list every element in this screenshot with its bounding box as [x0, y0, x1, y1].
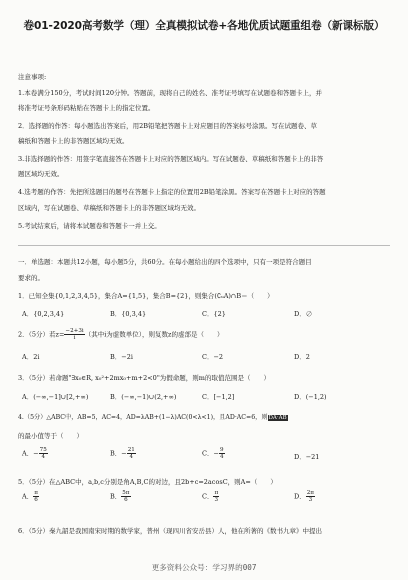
q1-option-b: B．{0,3,4} — [110, 310, 147, 318]
section-heading-cont: 要求的。 — [18, 274, 44, 282]
q5-c-num: π — [214, 490, 219, 496]
q4-b-num: 21 — [127, 447, 135, 453]
notice-line: 4.选考题的作答：先把所选题目的题号在答题卡上指定的位置用2B铅笔涂黑。答案写在答题卡上对应的答题 — [18, 188, 326, 196]
notice-line: 1.本卷满分150分，考试时间120分钟。答题前，现将自己的姓名、准考证号填写在试题卷和答题卡上，并 — [18, 89, 323, 97]
q2-denominator: i — [73, 335, 76, 342]
q1-option-c: C．{2} — [202, 310, 226, 318]
q1-option-d: D．∅ — [294, 310, 313, 318]
notice-line: 2．选择题的作答：每小题选出答案后，用2B铅笔把答题卡上对应题目的答案标号涂黑。写在试题卷、草 — [18, 122, 318, 130]
notice-line: 区域内，写在试题卷、草稿纸和答题卡上的非答题区域均无效。 — [18, 204, 200, 212]
q4-b-sign: − — [121, 449, 127, 458]
q4-option-d: D．−21 — [294, 453, 320, 461]
q4-option-a: A．− $\frac{75}{4}$ — [22, 447, 47, 461]
q5-option-a: A． $\frac{\pi}{6}$ — [22, 490, 38, 504]
q2-stem-pre: 2．（5分）若z= — [18, 330, 65, 339]
q5-option-b: B． $\frac{5\pi}{6}$ — [110, 490, 130, 504]
question-2-stem — [18, 328, 223, 341]
q5-a-num: π — [34, 490, 38, 496]
q5-option-c: C． $\frac{\pi}{3}$ — [202, 490, 219, 504]
q2-option-b: B．−2i — [110, 353, 133, 361]
q2-numerator: −2+3i — [65, 328, 84, 334]
q4-c-den: 4 — [219, 454, 224, 461]
question-5-stem: 5．（5分）在△ABC中，a,b,c分别是角A,B,C的对边，且2b+c=2acosC，则A=（ ） — [18, 478, 277, 486]
q2-option-d: D．2 — [294, 353, 310, 361]
question-4-stem: 4.（5分）△ABC中，AB=5，AC=4，AD=λAB+(1−λ)AC(0<λ<1)，且AD·AC=6，则DA·AB — [18, 414, 287, 421]
notice-heading: 注意事项: — [18, 73, 47, 81]
q3-option-d: D．(−1,2) — [294, 393, 327, 401]
q4-c-sign: − — [213, 449, 219, 458]
q4-b-den: 4 — [129, 454, 134, 461]
q5-b-num: 5π — [122, 490, 130, 496]
q3-option-b: B．(−∞,−1)∪(2,+∞) — [110, 393, 177, 401]
q5-a-fraction — [33, 490, 39, 503]
q2-option-a: A．2i — [22, 353, 40, 361]
question-3-stem: 3．（5分）若命题"∃x₀∈R, x₀²+2mx₀+m+2<0"为假命题，则m的取值范围是（ ） — [18, 374, 270, 382]
q4-option-b: B．− $\frac{21}{4}$ — [110, 447, 135, 461]
q5-d-den: 3 — [308, 497, 313, 504]
q4-option-c: C．− $\frac{9}{4}$ — [202, 447, 224, 461]
question-6-stem: 6．（5分）秦九韶是我国南宋时期的数学家，普州（现四川省安岳县）人，他在所著的《数书九章》中提出 — [18, 527, 323, 535]
notice-line: 稿纸和答题卡上的非答题区域均无效。 — [18, 137, 129, 145]
notice-line: 将准考证号条形码粘贴在答题卡上的指定位置。 — [18, 104, 155, 112]
q5-d-fraction — [306, 490, 315, 503]
q4-a-den: 4 — [41, 454, 45, 461]
q2-stem-post: （其中i为虚数单位），则复数z的虚部是（ ） — [84, 330, 224, 339]
q4-highlighted-term: DA·AB — [268, 415, 287, 421]
divider — [18, 245, 390, 246]
q5-d-num: 2π — [306, 490, 314, 496]
question-4-line2: 的最小值等于（ ） — [18, 432, 83, 440]
question-1-stem: 1．已知全集{0,1,2,3,4,5}，集合A={1,5}，集合B={2}，则集合(∁ᵤA)∩B＝（ ） — [18, 292, 274, 300]
q2-fraction — [64, 328, 84, 341]
q2-option-c: C．−2 — [202, 353, 224, 361]
q4-b-fraction — [127, 447, 136, 460]
section-heading: 一．单选题：本题共12小题，每小题5分，共60分。在每小题给出的四个选项中，只有一项是符合题目 — [18, 258, 312, 266]
footer-note: 更多资料公众号：学习界的007 — [151, 563, 257, 572]
q5-b-fraction — [121, 490, 130, 503]
q5-b-den: 6 — [124, 497, 128, 504]
notice-line: 5.考试结束后，请将本试题卷和答题卡一并上交。 — [18, 222, 161, 230]
notice-line: 题区域均无效。 — [18, 170, 64, 178]
q3-option-a: A．(−∞,−1]∪[2,+∞) — [22, 393, 89, 401]
q1-option-a: A．{0,2,3,4} — [22, 310, 65, 318]
q4-a-num: 75 — [39, 447, 47, 453]
exam-title: 卷01-2020高考数学（理）全真模拟试卷+各地优质试题重组卷（新课标版） — [23, 20, 385, 32]
q4-a-fraction — [39, 447, 48, 460]
q5-a-den: 6 — [34, 497, 38, 504]
q5-option-d: D． $\frac{2\pi}{3}$ — [294, 490, 314, 504]
notice-line: 3.非选择题的作答：用签字笔直接答在答题卡上对应的答题区域内。写在试题卷、草稿纸和答题卡上的非答 — [18, 155, 324, 163]
q5-c-den: 3 — [214, 497, 219, 504]
q4-a-sign: − — [33, 449, 39, 458]
q4-c-fraction — [219, 447, 225, 460]
q3-option-c: C．[−1,2] — [202, 393, 235, 401]
q4-c-num: 9 — [219, 447, 224, 453]
q5-c-fraction — [213, 490, 219, 503]
